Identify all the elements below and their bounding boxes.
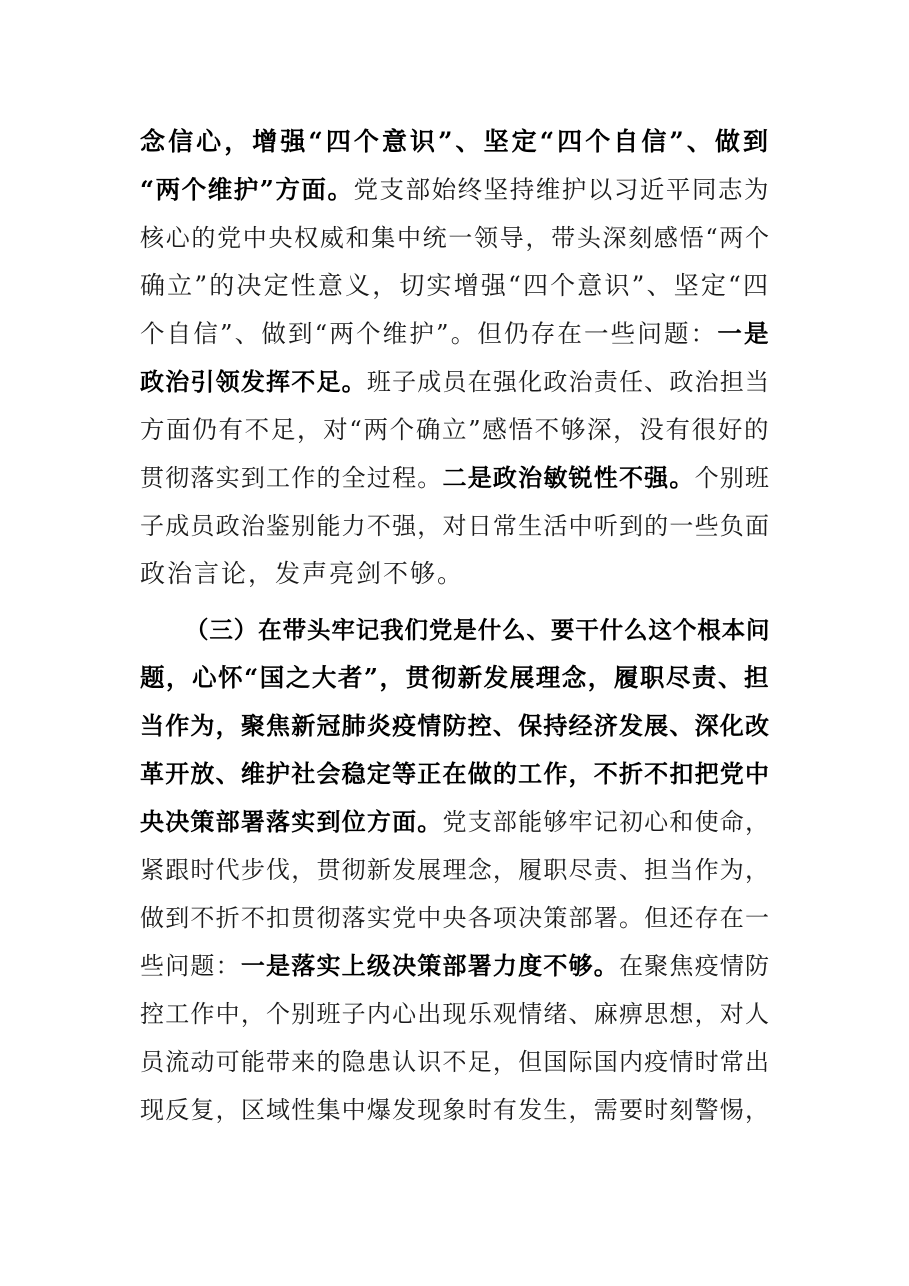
body-text: 在聚焦疫情防 <box>618 952 771 980</box>
bold-text: 央决策部署落实到位方面。 <box>140 807 443 836</box>
bold-text: 革开放、维护社会稳定等正在做的工作，不折不扣把党中 <box>140 759 770 788</box>
body-text: 紧跟时代步伐，贯彻新发展理念，履职尽责、担当作为， <box>140 856 770 884</box>
text-line <box>140 415 770 445</box>
text-line <box>140 223 770 253</box>
body-text: 贯彻落实到工作的全过程。 <box>140 464 443 492</box>
text-line <box>140 1047 770 1077</box>
text-line <box>140 663 770 693</box>
text-line <box>140 951 770 981</box>
bold-text: （三）在带头牢记我们党是什么、要干什么这个根本问 <box>185 616 770 644</box>
body-text: 个自信”、做到“两个维护”。但仍存在一些问题： <box>140 319 718 348</box>
body-text: 个别班 <box>694 464 771 492</box>
bold-text: 二是政治敏锐性不强。 <box>442 463 695 492</box>
text-line <box>140 127 770 157</box>
text-line <box>140 463 770 493</box>
body-text: 子成员政治鉴别能力不强，对日常生活中听到的一些负面 <box>140 512 770 540</box>
bold-text: 题，心怀“国之大者”，贯彻新发展理念，履职尽责、担 <box>140 663 770 692</box>
body-text: 核心的党中央权威和集中统一领导，带头深刻感悟“两个 <box>140 224 770 252</box>
text-line <box>140 319 770 349</box>
body-text: 做到不折不扣贯彻落实党中央各项决策部署。但还存在一 <box>140 904 770 932</box>
text-line <box>140 711 770 741</box>
text-line <box>140 271 770 301</box>
text-line <box>140 855 770 885</box>
body-text: 现反复，区域性集中爆发现象时有发生，需要时刻警惕， <box>140 1096 770 1124</box>
bold-text: 念信心，增强“四个意识”、坚定“四个自信”、做到 <box>140 127 770 156</box>
text-line <box>140 175 770 205</box>
bold-text: 当作为，聚焦新冠肺炎疫情防控、保持经济发展、深化改 <box>140 711 770 740</box>
bold-text: 一是落实上级决策部署力度不够。 <box>240 951 619 980</box>
bold-text: “两个维护”方面。 <box>140 175 354 204</box>
text-line <box>140 759 770 789</box>
body-text: 确立”的决定性意义，切实增强“四个意识”、坚定“四 <box>140 271 770 300</box>
body-text: 方面仍有不足，对“两个确立”感悟不够深，没有很好的 <box>140 415 770 444</box>
bold-text: 一是 <box>717 319 771 348</box>
text-line <box>140 511 770 541</box>
body-text: 党支部始终坚持维护以习近平同志为 <box>353 175 771 204</box>
body-text: 政治言论，发声亮剑不够。 <box>140 559 465 588</box>
body-text: 控工作中，个别班子内心出现乐观情绪、麻痹思想，对人 <box>140 1000 770 1028</box>
body-text: 党支部能够牢记初心和使命， <box>442 808 770 836</box>
body-text: 些问题： <box>140 952 241 980</box>
text-line <box>140 807 770 837</box>
text-line <box>140 367 770 397</box>
text-line <box>140 999 770 1029</box>
text-line <box>140 903 770 933</box>
body-text: 班子成员在强化政治责任、政治担当 <box>366 368 770 396</box>
text-line <box>140 559 770 589</box>
bold-text: 政治引领发挥不足。 <box>140 367 367 396</box>
section-heading-line <box>185 615 770 645</box>
text-line <box>140 1095 770 1125</box>
body-text: 员流动可能带来的隐患认识不足，但国际国内疫情时常出 <box>140 1048 770 1076</box>
